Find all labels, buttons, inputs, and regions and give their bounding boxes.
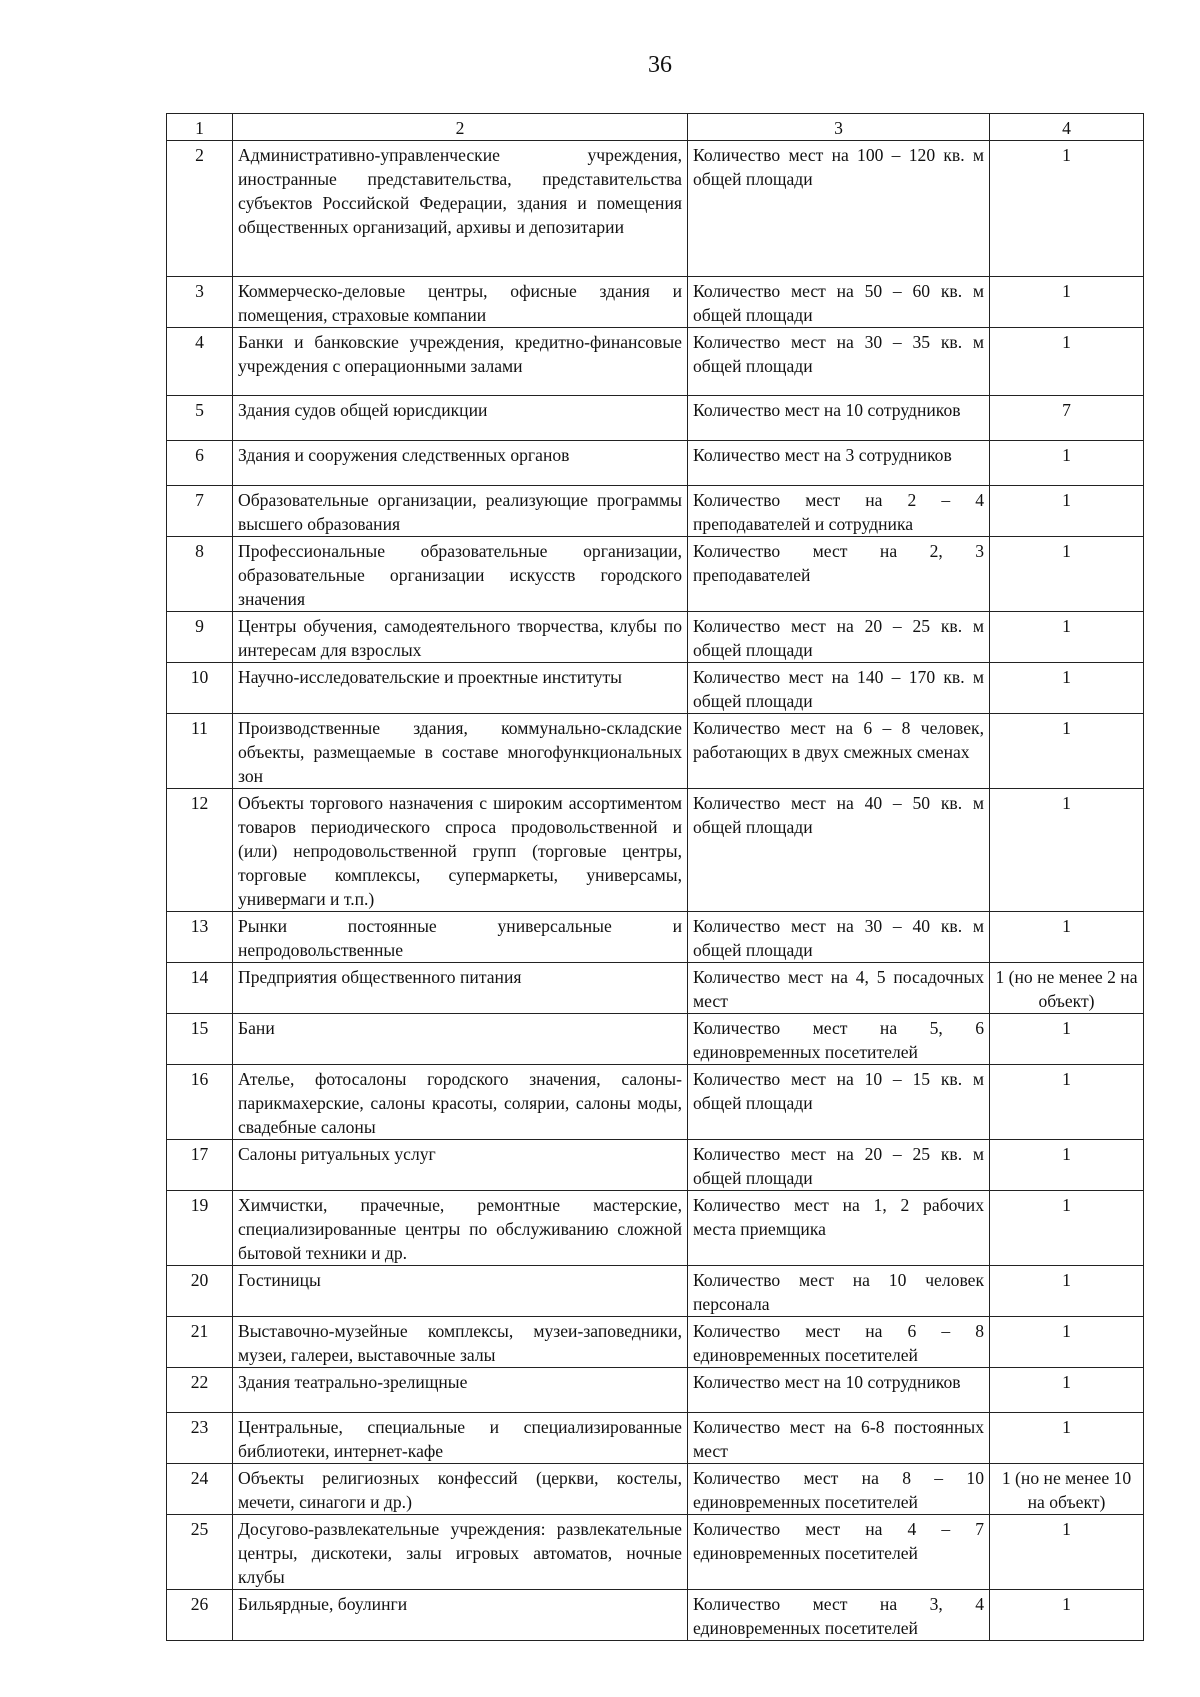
object-type: Выставочно-музейные комплексы, музеи-заповедники, музеи, галереи, выставочные залы — [233, 1317, 688, 1368]
coefficient: 1 — [990, 1368, 1144, 1413]
table-row — [167, 714, 1144, 789]
coefficient: 1 — [990, 1317, 1144, 1368]
row-number: 10 — [167, 663, 233, 714]
object-type: Производственные здания, коммунально-складские объекты, размещаемые в составе многофункциональных зон — [233, 714, 688, 789]
row-number: 11 — [167, 714, 233, 789]
row-number: 23 — [167, 1413, 233, 1464]
header-col-4: 4 — [990, 114, 1144, 141]
object-type: Коммерческо-деловые центры, офисные здания и помещения, страховые компании — [233, 277, 688, 328]
coefficient: 1 — [990, 912, 1144, 963]
object-type: Центральные, специальные и специализированные библиотеки, интернет-кафе — [233, 1413, 688, 1464]
table-row — [167, 141, 1144, 277]
row-number: 15 — [167, 1014, 233, 1065]
row-number: 17 — [167, 1140, 233, 1191]
row-number: 25 — [167, 1515, 233, 1590]
parking-norms-table — [166, 113, 1144, 1641]
object-type: Бани — [233, 1014, 688, 1065]
object-type: Бильярдные, боулинги — [233, 1590, 688, 1641]
calculation-unit: Количество мест на 6-8 постоянных мест — [688, 1413, 990, 1464]
table-row — [167, 1191, 1144, 1266]
coefficient: 1 — [990, 1140, 1144, 1191]
calculation-unit: Количество мест на 10 сотрудников — [688, 396, 990, 441]
table-row — [167, 328, 1144, 396]
table-row — [167, 612, 1144, 663]
coefficient: 1 (но не менее 10 на объект) — [990, 1464, 1144, 1515]
coefficient: 1 — [990, 663, 1144, 714]
page-number: 36 — [648, 52, 672, 78]
coefficient: 1 — [990, 486, 1144, 537]
calculation-unit: Количество мест на 2, 3 преподавателей — [688, 537, 990, 612]
calculation-unit: Количество мест на 1, 2 рабочих места приемщика — [688, 1191, 990, 1266]
object-type: Объекты религиозных конфессий (церкви, костелы, мечети, синагоги и др.) — [233, 1464, 688, 1515]
table-row — [167, 277, 1144, 328]
object-type: Химчистки, прачечные, ремонтные мастерские, специализированные центры по обслуживанию сложной бытовой техники и др. — [233, 1191, 688, 1266]
calculation-unit: Количество мест на 5, 6 единовременных посетителей — [688, 1014, 990, 1065]
row-number: 21 — [167, 1317, 233, 1368]
header-col-3: 3 — [688, 114, 990, 141]
table-row — [167, 1065, 1144, 1140]
table-row — [167, 912, 1144, 963]
table-row — [167, 963, 1144, 1014]
calculation-unit: Количество мест на 4 – 7 единовременных посетителей — [688, 1515, 990, 1590]
coefficient: 1 (но не менее 2 на объект) — [990, 963, 1144, 1014]
table-row — [167, 663, 1144, 714]
object-type: Предприятия общественного питания — [233, 963, 688, 1014]
table-row — [167, 537, 1144, 612]
row-number: 7 — [167, 486, 233, 537]
coefficient: 1 — [990, 1413, 1144, 1464]
row-number: 24 — [167, 1464, 233, 1515]
object-type: Здания театрально-зрелищные — [233, 1368, 688, 1413]
coefficient: 1 — [990, 1590, 1144, 1641]
calculation-unit: Количество мест на 10 человек персонала — [688, 1266, 990, 1317]
row-number: 2 — [167, 141, 233, 277]
object-type: Салоны ритуальных услуг — [233, 1140, 688, 1191]
table-row — [167, 486, 1144, 537]
row-number: 8 — [167, 537, 233, 612]
table-row — [167, 1590, 1144, 1641]
coefficient: 1 — [990, 1014, 1144, 1065]
calculation-unit: Количество мест на 3, 4 единовременных посетителей — [688, 1590, 990, 1641]
row-number: 16 — [167, 1065, 233, 1140]
header-col-1: 1 — [167, 114, 233, 141]
row-number: 22 — [167, 1368, 233, 1413]
calculation-unit: Количество мест на 20 – 25 кв. м общей площади — [688, 612, 990, 663]
table-row — [167, 1368, 1144, 1413]
coefficient: 1 — [990, 141, 1144, 277]
table-row — [167, 1515, 1144, 1590]
calculation-unit: Количество мест на 2 – 4 преподавателей и сотрудника — [688, 486, 990, 537]
table-body — [167, 141, 1144, 1641]
calculation-unit: Количество мест на 50 – 60 кв. м общей площади — [688, 277, 990, 328]
table-row — [167, 1464, 1144, 1515]
coefficient: 7 — [990, 396, 1144, 441]
calculation-unit: Количество мест на 4, 5 посадочных мест — [688, 963, 990, 1014]
object-type: Научно-исследовательские и проектные институты — [233, 663, 688, 714]
object-type: Центры обучения, самодеятельного творчества, клубы по интересам для взрослых — [233, 612, 688, 663]
coefficient: 1 — [990, 714, 1144, 789]
table-row — [167, 396, 1144, 441]
coefficient: 1 — [990, 537, 1144, 612]
row-number: 12 — [167, 789, 233, 912]
calculation-unit: Количество мест на 40 – 50 кв. м общей площади — [688, 789, 990, 912]
table-row — [167, 1014, 1144, 1065]
object-type: Профессиональные образовательные организации, образовательные организации искусств городского значения — [233, 537, 688, 612]
row-number: 5 — [167, 396, 233, 441]
coefficient: 1 — [990, 1515, 1144, 1590]
calculation-unit: Количество мест на 140 – 170 кв. м общей площади — [688, 663, 990, 714]
object-type: Образовательные организации, реализующие программы высшего образования — [233, 486, 688, 537]
coefficient: 1 — [990, 441, 1144, 486]
calculation-unit: Количество мест на 3 сотрудников — [688, 441, 990, 486]
row-number: 6 — [167, 441, 233, 486]
table-row — [167, 1317, 1144, 1368]
table-row — [167, 1413, 1144, 1464]
table-row — [167, 1140, 1144, 1191]
table-row — [167, 1266, 1144, 1317]
object-type: Объекты торгового назначения с широким ассортиментом товаров периодического спроса продовольственной и (или) непродовольственной групп (торговые центры, торговые комплексы, супермаркеты, универсамы, универмаги и т.п.) — [233, 789, 688, 912]
coefficient: 1 — [990, 612, 1144, 663]
calculation-unit: Количество мест на 30 – 40 кв. м общей площади — [688, 912, 990, 963]
table-header — [167, 114, 1144, 141]
coefficient: 1 — [990, 277, 1144, 328]
calculation-unit: Количество мест на 30 – 35 кв. м общей площади — [688, 328, 990, 396]
object-type: Досугово-развлекательные учреждения: развлекательные центры, дискотеки, залы игровых автоматов, ночные клубы — [233, 1515, 688, 1590]
object-type: Рынки постоянные универсальные и непродовольственные — [233, 912, 688, 963]
header-row — [167, 114, 1144, 141]
row-number: 9 — [167, 612, 233, 663]
header-col-2: 2 — [233, 114, 688, 141]
calculation-unit: Количество мест на 6 – 8 человек, работающих в двух смежных сменах — [688, 714, 990, 789]
coefficient: 1 — [990, 328, 1144, 396]
object-type: Ателье, фотосалоны городского значения, салоны-парикмахерские, салоны красоты, солярии, салоны моды, свадебные салоны — [233, 1065, 688, 1140]
coefficient: 1 — [990, 1065, 1144, 1140]
row-number: 13 — [167, 912, 233, 963]
object-type: Банки и банковские учреждения, кредитно-финансовые учреждения с операционными залами — [233, 328, 688, 396]
coefficient: 1 — [990, 1266, 1144, 1317]
calculation-unit: Количество мест на 100 – 120 кв. м общей площади — [688, 141, 990, 277]
calculation-unit: Количество мест на 6 – 8 единовременных посетителей — [688, 1317, 990, 1368]
row-number: 19 — [167, 1191, 233, 1266]
calculation-unit: Количество мест на 10 сотрудников — [688, 1368, 990, 1413]
object-type: Здания судов общей юрисдикции — [233, 396, 688, 441]
row-number: 4 — [167, 328, 233, 396]
calculation-unit: Количество мест на 8 – 10 единовременных посетителей — [688, 1464, 990, 1515]
calculation-unit: Количество мест на 20 – 25 кв. м общей площади — [688, 1140, 990, 1191]
row-number: 14 — [167, 963, 233, 1014]
coefficient: 1 — [990, 1191, 1144, 1266]
row-number: 26 — [167, 1590, 233, 1641]
table-row — [167, 441, 1144, 486]
object-type: Административно-управленческие учреждения, иностранные представительства, представительства субъектов Российской Федерации, здания и помещения общественных организаций, архивы и депозитарии — [233, 141, 688, 277]
table-row — [167, 789, 1144, 912]
coefficient: 1 — [990, 789, 1144, 912]
row-number: 20 — [167, 1266, 233, 1317]
object-type: Здания и сооружения следственных органов — [233, 441, 688, 486]
object-type: Гостиницы — [233, 1266, 688, 1317]
calculation-unit: Количество мест на 10 – 15 кв. м общей площади — [688, 1065, 990, 1140]
row-number: 3 — [167, 277, 233, 328]
